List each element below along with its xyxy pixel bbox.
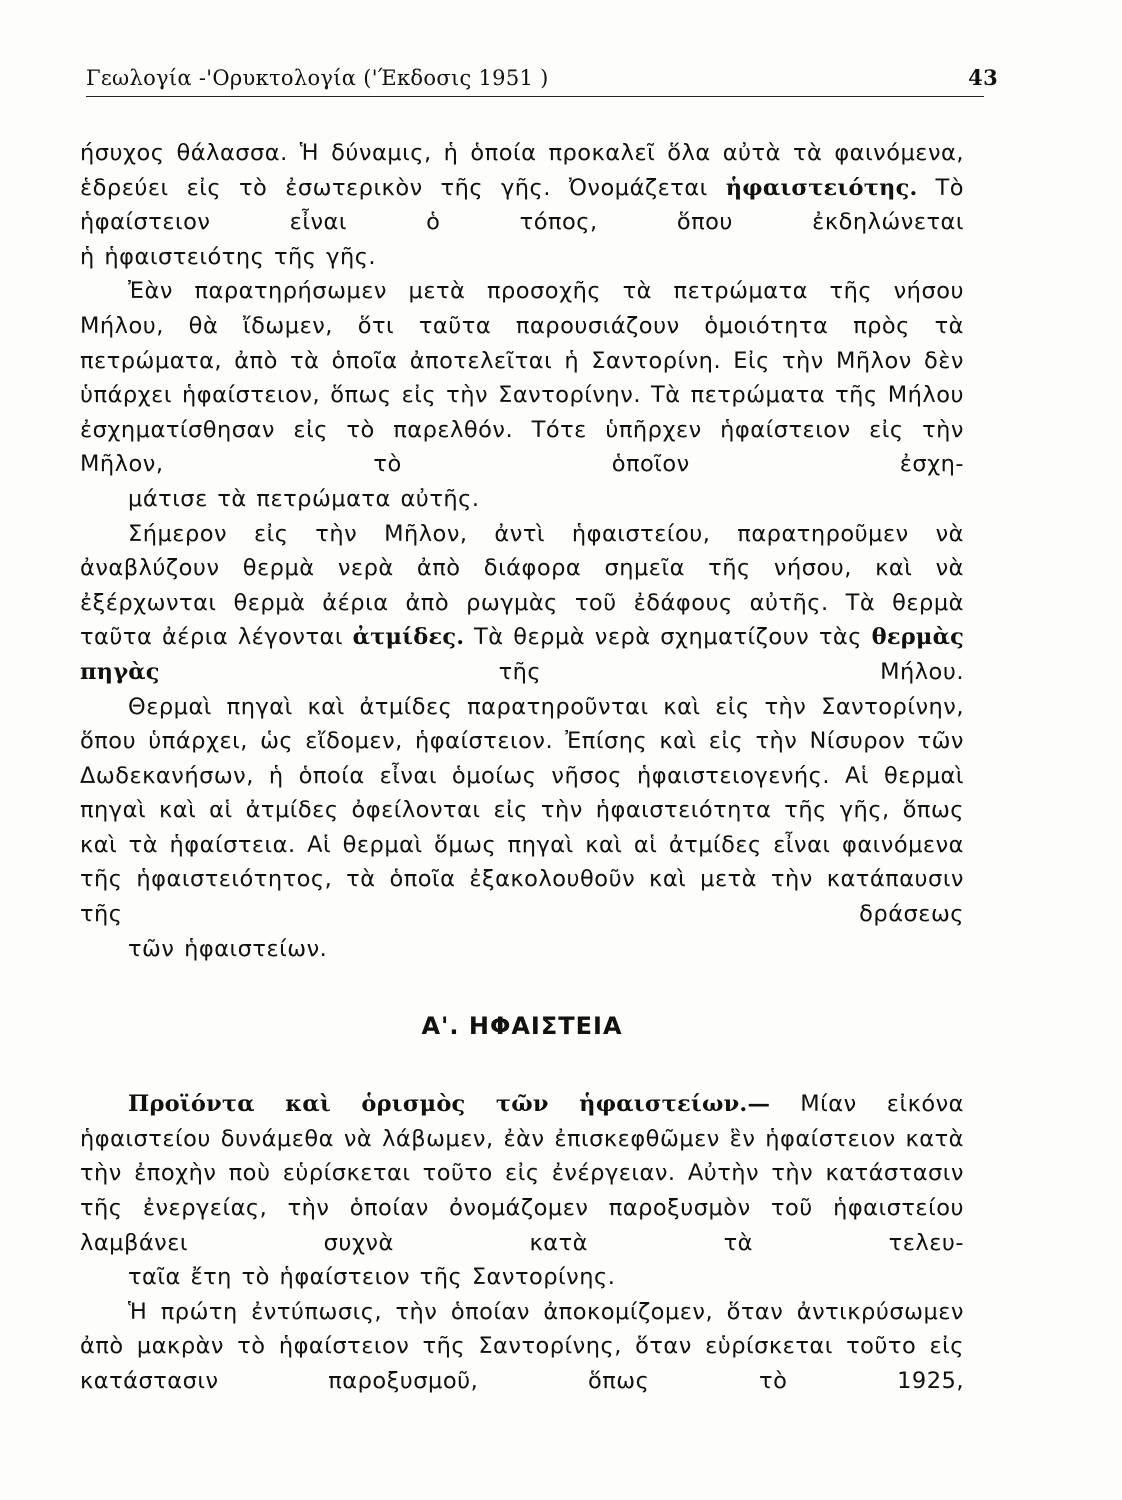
paragraph-5-last-line: ταῖα ἔτη τὸ ἡφαίστειον τῆς Σαντορίνης. bbox=[128, 1264, 616, 1291]
paragraph-3-text: Σήμερον εἰς τὴν Μῆλον, ἀντὶ ἡφαιστείου, παρατηροῦμεν νὰ ἀναβλύζουν θερμὰ νερὰ ἀπὸ διάφορα σημεῖα τῆς νήσου, καὶ νὰ ἐξέρχωνται θερμὰ ἀέρια ἀπὸ ρωγμὰς τοῦ ἐδάφους αὐτῆς. Τὰ θερμὰ ταῦτα ἀέρια λέγονται bbox=[80, 520, 964, 651]
section-heading: Α'. ΗΦΑΙΣΤΕΙΑ bbox=[421, 1012, 623, 1041]
paragraph-4-last-line: τῶν ἡφαιστείων. bbox=[128, 935, 328, 962]
running-header-title: Γεωλογία -'Ορυκτολογία ('Έκδοσις 1951 ) bbox=[86, 66, 549, 90]
paragraph-2-text: Ἐὰν παρατηρήσωμεν μετὰ προσοχῆς τὰ πετρώματα τῆς νήσου Μήλου, θὰ ἴδωμεν, ὅτι ταῦτα παρουσιάζουν ὁμοιότητα πρὸς τὰ πετρώματα, ἀπὸ τὰ ὁποῖα ἀποτελεῖται ἡ Σαντορίνη. Εἰς τὴν Μῆλον δὲν ὑπάρχει ἡφαίστειον, ὅπως εἰς τὴν Σαντορίνην. Τὰ πετρώματα τῆς Μήλου ἐσχηματίσθησαν εἰς τὸ παρελθόν. Τότε ὑπῆρχεν ἡφαίστειον εἰς τὴν Μῆλον, τὸ ὁποῖον ἐσχη- bbox=[80, 278, 964, 478]
paragraph-1-text: ήσυχος θάλασσα. Ἡ δύναμις, ἡ ὁποία προκαλεῖ ὅλα αὐτὰ τὰ φαινόμενα, ἑδρεύει εἰς τὸ ἐσωτερικὸν τῆς γῆς. Ὀνομάζεται bbox=[80, 140, 964, 201]
paragraph-6 bbox=[80, 1295, 964, 1399]
paragraph-2-last-line: μάτισε τὰ πετρώματα αὐτῆς. bbox=[128, 485, 480, 512]
paragraph-1-text-after: Τὸ ἡφαίστειον εἶναι ὁ τόπος, ὅπου ἐκδηλώνεται bbox=[80, 174, 964, 236]
paragraph-3-term-atmides: ἀτμίδες. bbox=[352, 624, 465, 651]
page-number: 43 bbox=[968, 65, 998, 90]
paragraph-2 bbox=[80, 274, 964, 516]
paragraph-6-text: Ἡ πρώτη ἐντύπωσις, τὴν ὁποίαν ἀποκομίζομεν, ὅταν ἀντικρύσωμεν ἀπὸ μακρὰν τὸ ἡφαίστειον τῆς Σαντορίνης, ὅταν εὑρίσκεται τοῦτο εἰς κατάστασιν παροξυσμοῦ, ὅπως τὸ 1925, bbox=[80, 1298, 964, 1394]
body-text bbox=[80, 136, 964, 1399]
paragraph-1 bbox=[80, 136, 964, 274]
running-header bbox=[86, 65, 998, 97]
paragraph-5-text: Μίαν εἰκόνα ἡφαιστείου δυνάμεθα νὰ λάβωμεν, ἐὰν ἐπισκεφθῶμεν ἓν ἡφαίστειον κατὰ τὴν ἐποχὴν ποὺ εὑρίσκεται τοῦτο εἰς ἐνέργειαν. Αὐτὴν τὴν κατάστασιν τῆς ἐνεργείας, τὴν ὁποίαν ὀνομάζομεν παροξυσμὸν τοῦ ἡφαιστείου λαμβάνει συχνὰ κατὰ τὰ τελευ- bbox=[80, 1091, 965, 1256]
paragraph-4-text: Θερμαὶ πηγαὶ καὶ ἀτμίδες παρατηροῦνται καὶ εἰς τὴν Σαντορίνην, ὅπου ὑπάρχει, ὡς εἴδομεν, ἡφαίστειον. Ἐπίσης καὶ εἰς τὴν Νίσυρον τῶν Δωδεκανήσων, ἡ ὁποία εἶναι ὁμοίως νῆσος ἡφαιστειογενής. Αἱ θερμαὶ πηγαὶ καὶ αἱ ἀτμίδες ὀφείλονται εἰς τὴν ἡφαιστειότητα τῆς γῆς, ὅπως καὶ τὰ ἡφαίστεια. Αἱ θερμαὶ ὅμως πηγαὶ καὶ αἱ ἀτμίδες εἶναι φαινόμενα τῆς ἡφαιστειότητος, τὰ ὁποῖα ἐξακολουθοῦν καὶ μετὰ τὴν κατάπαυσιν τῆς δράσεως bbox=[80, 693, 964, 928]
paragraph-1-last-line: ἡ ἡφαιστειότης τῆς γῆς. bbox=[80, 243, 377, 270]
paragraph-4 bbox=[80, 690, 964, 967]
paragraph-3-term-thermal-springs: θερμὰς πηγὰς bbox=[80, 624, 964, 685]
paragraph-5 bbox=[80, 1087, 964, 1295]
paragraph-3-text-mid: Τὰ θερμὰ νερὰ σχηματίζουν τὰς bbox=[464, 624, 872, 651]
paragraph-5-term: Προϊόντα καὶ ὁρισμὸς τῶν ἡφαιστείων.— bbox=[128, 1091, 771, 1118]
paragraph-3 bbox=[80, 517, 964, 690]
paragraph-1-term: ἡφαιστειότης. bbox=[725, 174, 918, 201]
paragraph-3-last-line: τῆς Μήλου. bbox=[159, 658, 964, 685]
